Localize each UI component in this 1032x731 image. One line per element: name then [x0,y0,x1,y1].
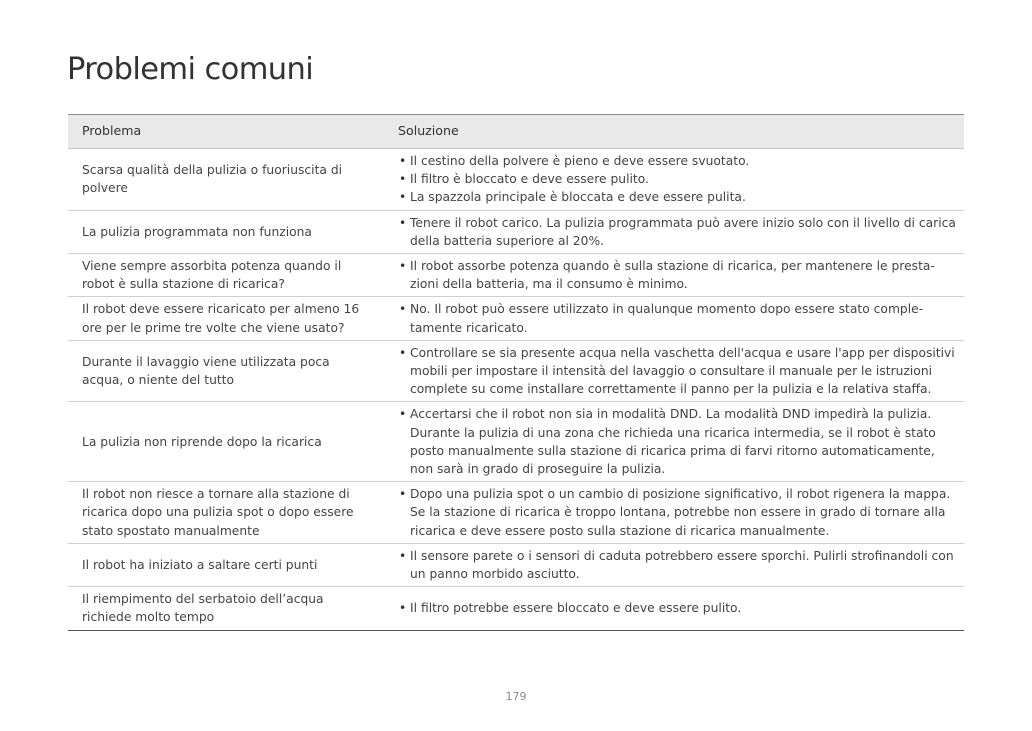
solution-list [399,300,956,336]
table-row [68,340,964,402]
solution-list [399,547,956,583]
problem-cell: La pulizia programmata non funziona [68,210,384,253]
solution-list [399,214,956,250]
solution-item: • Accertarsi che il robot non sia in modalità DND. La modalità DND impedirà la pulizia. Durante la pulizia di una zona che richieda una ricarica intermedia, se il robot è stato posto manualmente sulla stazione di ricarica prima di farvi ritorno automaticamente, non sarà in grado di proseguire la pulizia. [399,405,956,478]
problem-cell: Viene sempre assorbita potenza quando il robot è sulla stazione di ricarica? [68,254,384,297]
solution-cell [384,340,964,402]
solution-list [399,599,956,617]
solution-cell [384,254,964,297]
solution-item: • Il robot assorbe potenza quando è sulla stazione di ricarica, per mantenere le presta-zioni della batteria, ma il consumo è minimo. [399,257,956,293]
solution-list [399,257,956,293]
solution-list [399,405,956,478]
problem-cell: Il robot ha iniziato a saltare certi punti [68,543,384,586]
problem-cell: Il robot deve essere ricaricato per almeno 16 ore per le prime tre volte che viene usato? [68,297,384,340]
problem-cell: Il riempimento del serbatoio dell’acqua richiede molto tempo [68,587,384,630]
solution-cell [384,297,964,340]
table-header-row [68,115,964,149]
column-header-solution: Soluzione [398,123,459,139]
problem-cell: Il robot non riesce a tornare alla stazione di ricarica dopo una pulizia spot o dopo essere stato spostato manualmente [68,482,384,544]
solution-cell [384,210,964,253]
problem-cell: La pulizia non riprende dopo la ricarica [68,402,384,482]
solution-cell [384,482,964,544]
solution-cell [384,587,964,630]
solution-item: • Il filtro è bloccato e deve essere pulito. [399,170,956,188]
solution-list [399,152,956,207]
solution-cell [384,543,964,586]
solution-cell [384,402,964,482]
solution-cell [384,149,964,211]
table-row [68,210,964,253]
solution-item: • La spazzola principale è bloccata e deve essere pulita. [399,188,956,206]
table-row [68,402,964,482]
solution-item: • No. Il robot può essere utilizzato in qualunque momento dopo essere stato comple-tamente ricaricato. [399,300,956,336]
problem-cell: Durante il lavaggio viene utilizzata poca acqua, o niente del tutto [68,340,384,402]
table-row [68,297,964,340]
table-row [68,254,964,297]
column-header-problem: Problema [82,123,142,139]
troubleshooting-table [68,114,964,631]
table-row [68,543,964,586]
table-row [68,149,964,211]
page-number: 179 [505,690,527,703]
table-row [68,587,964,630]
solution-list [399,485,956,540]
solution-item: • Il sensore parete o i sensori di caduta potrebbero essere sporchi. Pulirli strofinandoli con un panno morbido asciutto. [399,547,956,583]
problem-cell: Scarsa qualità della pulizia o fuoriuscita di polvere [68,149,384,211]
page-title: Problemi comuni [67,52,314,87]
solution-item: • Il cestino della polvere è pieno e deve essere svuotato. [399,152,956,170]
solution-item: • Il filtro potrebbe essere bloccato e deve essere pulito. [399,599,956,617]
solution-item: • Tenere il robot carico. La pulizia programmata può avere inizio solo con il livello di carica della batteria superiore al 20%. [399,214,956,250]
solution-item: • Dopo una pulizia spot o un cambio di posizione significativo, il robot rigenera la mappa. Se la stazione di ricarica è troppo lontana, potrebbe non essere in grado di tornare alla ricarica e deve essere posto sulla stazione di ricarica manualmente. [399,485,956,540]
solution-item: • Controllare se sia presente acqua nella vaschetta dell'acqua e usare l'app per dispositivi mobili per impostare il intensità del lavaggio o consultare il manuale per le istruzioni complete su come installare correttamente il panno per la pulizia e la relativa staffa. [399,344,956,399]
solution-list [399,344,956,399]
table-row [68,482,964,544]
